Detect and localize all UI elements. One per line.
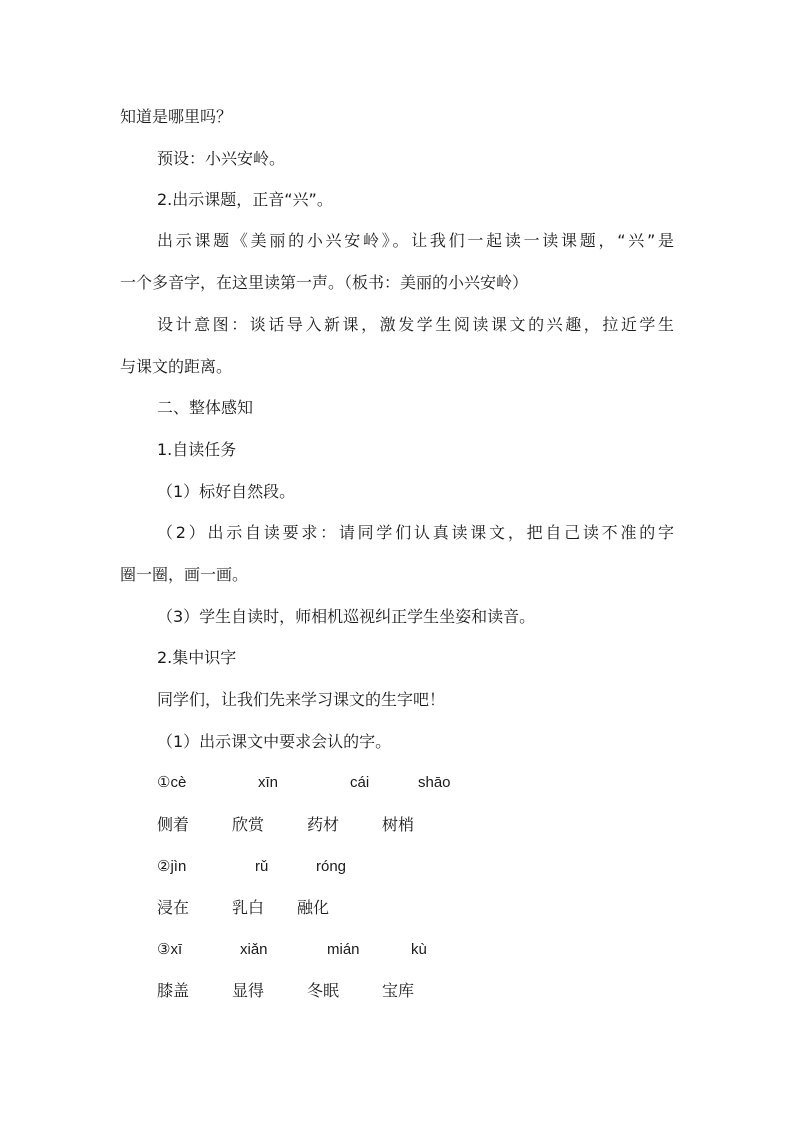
paragraph-line: （1）出示课文中要求会认的字。	[157, 732, 392, 751]
paragraph-line: 出示课题《美丽的小兴安岭》。让我们一起读一读课题，“兴”是	[157, 231, 674, 250]
vocab-word: 乳白	[232, 898, 265, 917]
pinyin-label: xiǎn	[240, 941, 268, 958]
vocab-word: 显得	[232, 981, 265, 1000]
pinyin-label: shāo	[418, 774, 451, 791]
paragraph-line: 预设：小兴安岭。	[157, 149, 286, 168]
paragraph-line: （3）学生自读时，师相机巡视纠正学生坐姿和读音。	[157, 607, 536, 626]
vocab-word: 欣赏	[232, 815, 265, 834]
pinyin-label: rǔ	[255, 858, 269, 875]
paragraph-line: （2）出示自读要求：请同学们认真读课文，把自己读不准的字	[157, 523, 674, 542]
vocab-word: 宝库	[382, 981, 415, 1000]
vocab-word: 浸在	[157, 898, 190, 917]
pinyin-label: ②jìn	[157, 858, 187, 875]
pinyin-label: cái	[350, 774, 370, 791]
paragraph-line: 2.出示课题，正音“兴”。	[157, 190, 333, 209]
pinyin-label: ③xī	[157, 941, 183, 958]
pinyin-label: ①cè	[157, 774, 187, 791]
vocab-word: 膝盖	[157, 981, 190, 1000]
paragraph-line: 与课文的距离。	[120, 357, 233, 376]
paragraph-line: 一个多音字，在这里读第一声。（板书：美丽的小兴安岭）	[120, 273, 529, 292]
vocab-word: 侧着	[157, 815, 190, 834]
paragraph-line: （1）标好自然段。	[157, 482, 296, 501]
vocab-word: 药材	[307, 815, 340, 834]
vocab-word: 树梢	[382, 815, 415, 834]
paragraph-line: 同学们，让我们先来学习课文的生字吧！	[157, 690, 446, 709]
section-heading: 二、整体感知	[157, 398, 254, 417]
pinyin-label: mián	[327, 941, 360, 958]
pinyin-label: róng	[316, 858, 347, 875]
subsection-heading: 1.自读任务	[157, 440, 237, 459]
paragraph-line: 设计意图：谈话导入新课，激发学生阅读课文的兴趣，拉近学生	[157, 315, 674, 334]
pinyin-label: kù	[411, 941, 427, 958]
paragraph-line: 圈一圈，画一画。	[120, 565, 249, 584]
vocab-word: 冬眠	[307, 981, 340, 1000]
subsection-heading: 2.集中识字	[157, 648, 237, 667]
paragraph-line: 知道是哪里吗？	[120, 107, 233, 126]
pinyin-label: xīn	[258, 774, 279, 791]
vocab-word: 融化	[297, 898, 330, 917]
